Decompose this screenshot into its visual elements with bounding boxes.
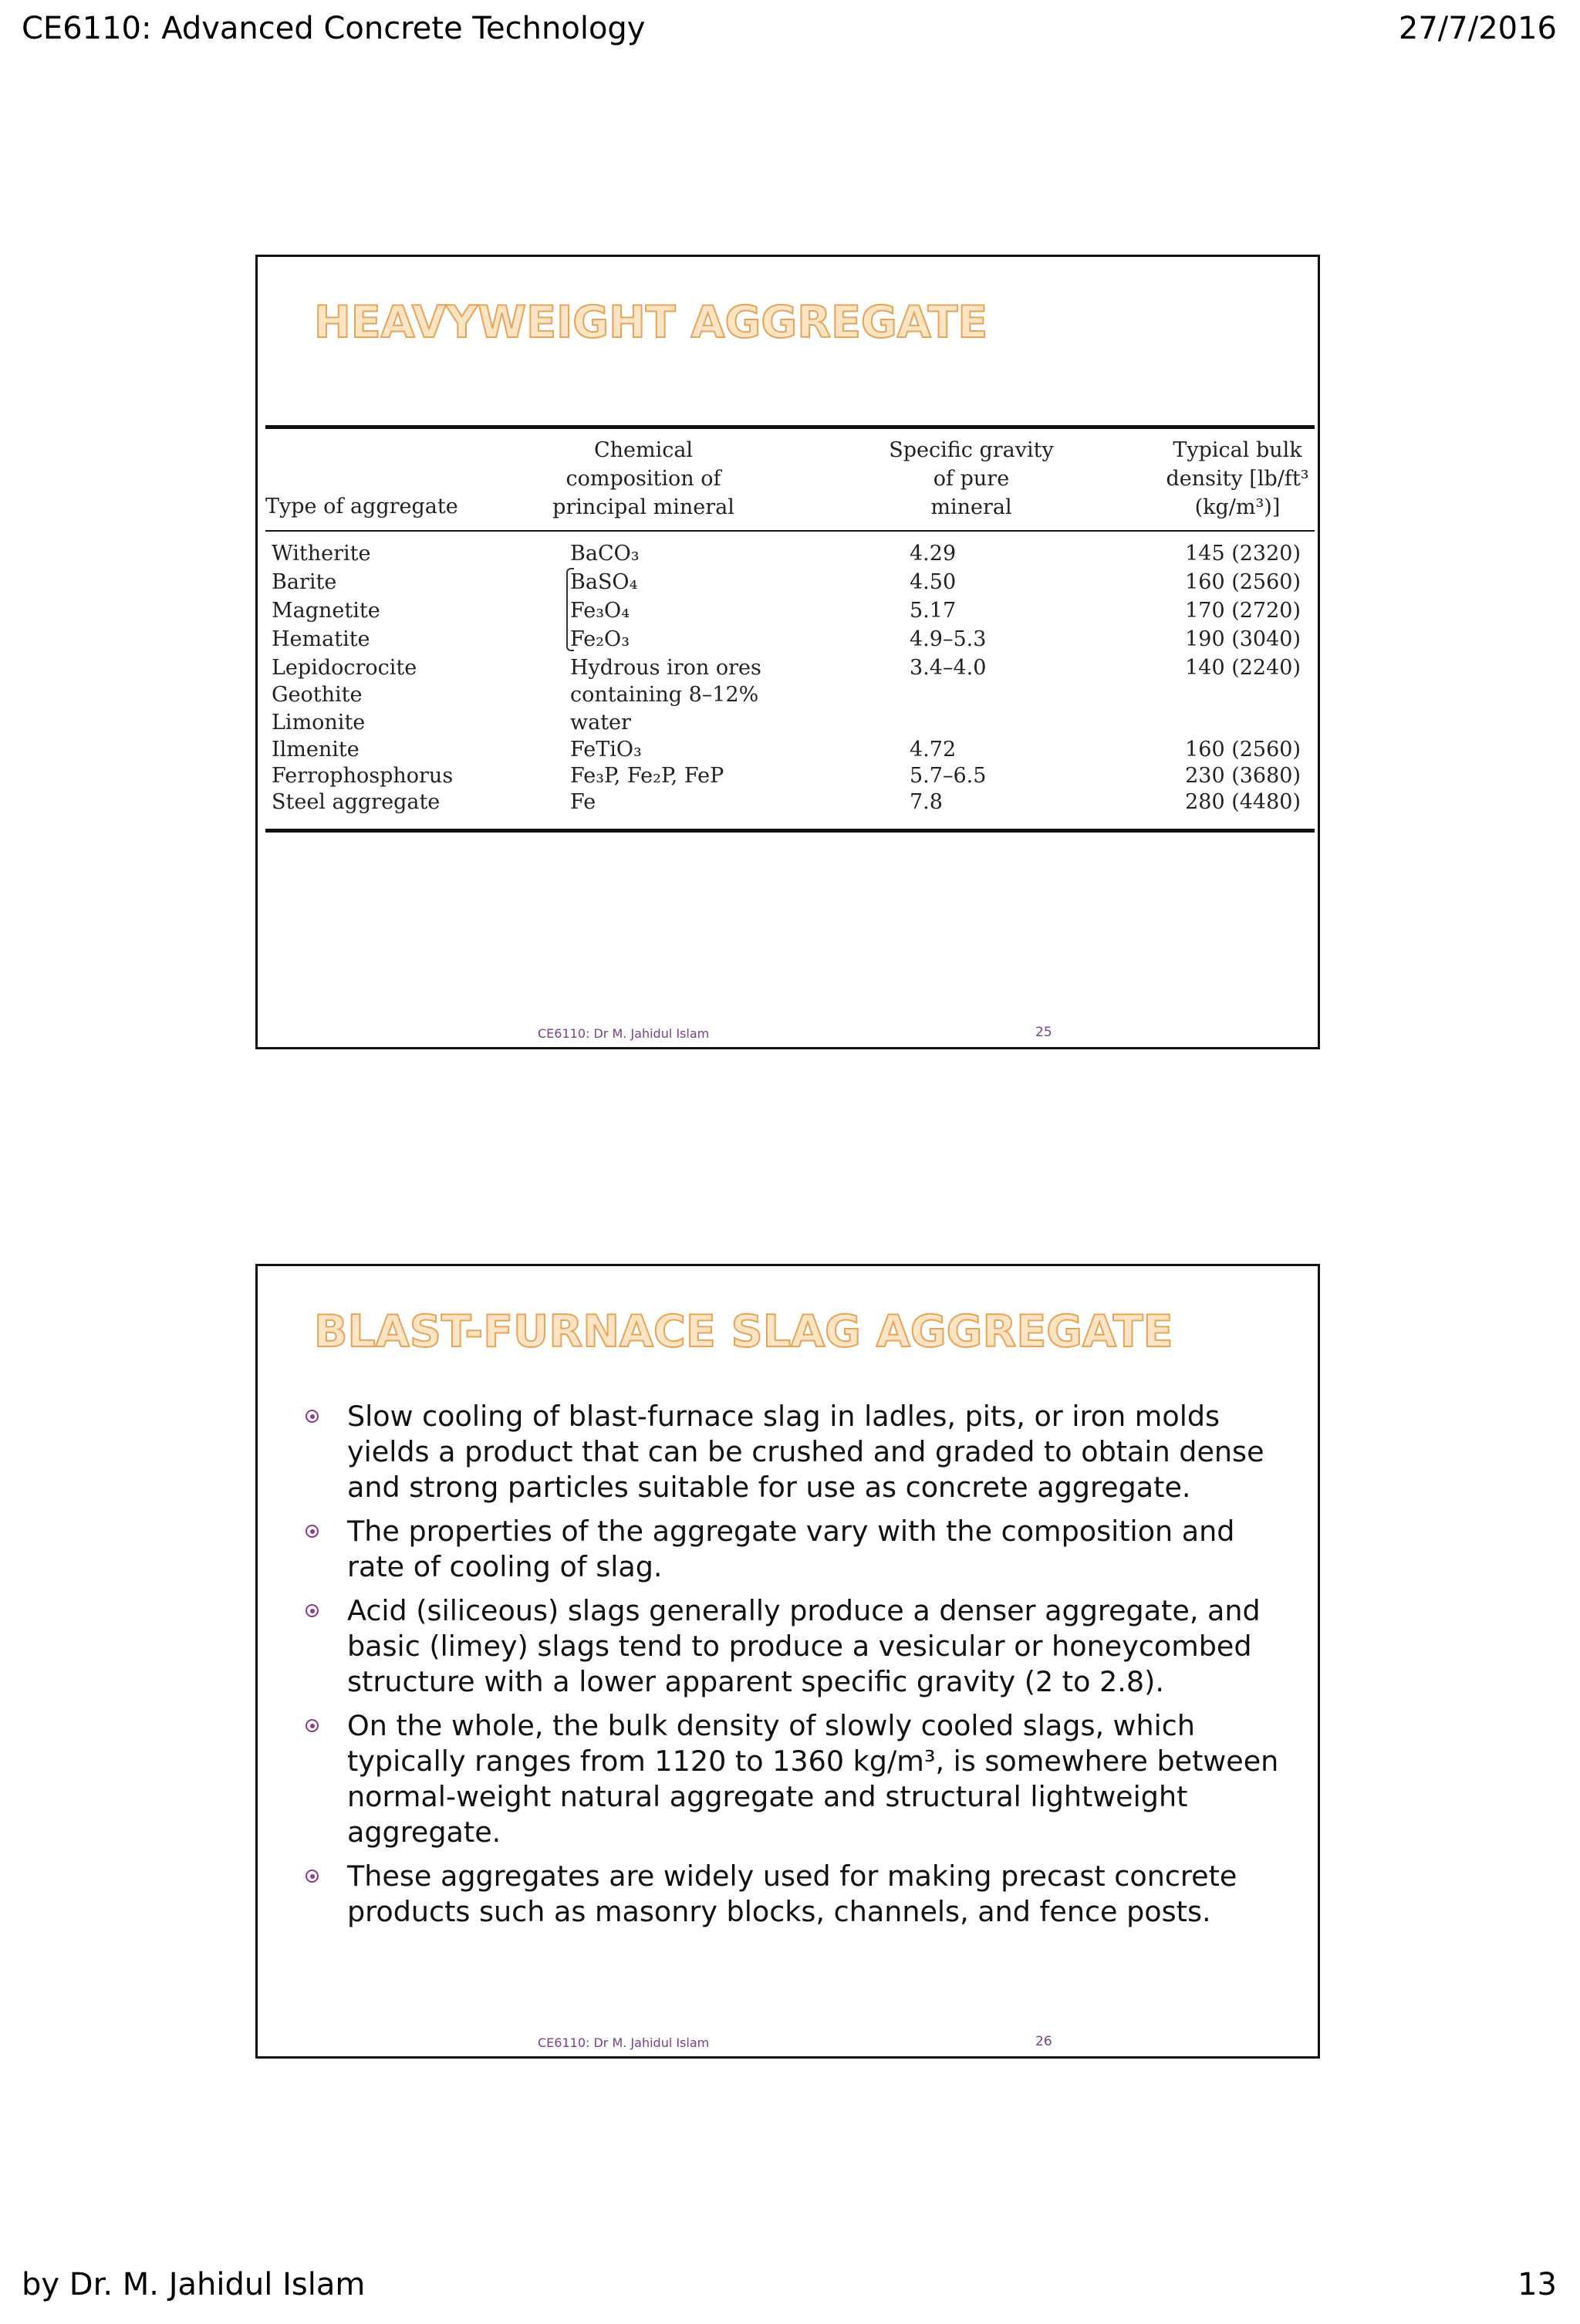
list-item (306, 1708, 1301, 1850)
slide-number: 25 (1035, 1025, 1052, 1040)
table-top-rule (265, 425, 1315, 429)
cell-composition: water (570, 711, 631, 735)
bullet-list (306, 1399, 1301, 1938)
cell-gravity: 5.7–6.5 (910, 764, 987, 788)
document-author: by Dr. M. Jahidul Islam (22, 2267, 366, 2302)
course-title: CE6110: Advanced Concrete Technology (22, 11, 646, 46)
cell-density: 170 (2720) (1185, 599, 1301, 623)
cell-density: 280 (4480) (1185, 790, 1301, 814)
cell-type: Barite (272, 570, 337, 594)
circled-dot-bullet-icon (306, 1870, 319, 1883)
table-row (265, 708, 1315, 737)
cell-density: 145 (2320) (1185, 542, 1301, 566)
cell-composition: Fe₂O₃ (570, 627, 630, 651)
slide-blast-furnace-slag (255, 1264, 1320, 2059)
cell-gravity: 4.9–5.3 (910, 627, 987, 651)
cell-composition: BaCO₃ (570, 542, 640, 566)
slide-heavyweight-aggregate (255, 255, 1320, 1049)
slide-title: HEAVYWEIGHT AGGREGATE (314, 297, 988, 348)
cell-type: Ilmenite (272, 738, 360, 762)
slide-footer-author: CE6110: Dr M. Jahidul Islam (538, 1026, 710, 1041)
table-row (265, 654, 1315, 682)
header-type-of-aggregate: Type of aggregate (265, 495, 458, 519)
table-row (265, 539, 1315, 568)
cell-type: Hematite (272, 627, 370, 651)
cell-composition: BaSO₄ (570, 570, 638, 594)
table-bottom-rule (265, 829, 1315, 833)
page-number: 13 (1518, 2267, 1557, 2302)
cell-density: 190 (3040) (1185, 627, 1301, 651)
cell-type: Geothite (272, 683, 363, 707)
cell-type: Ferrophosphorus (272, 764, 454, 788)
hydrous-ores-brace (566, 568, 574, 651)
cell-gravity: 5.17 (910, 599, 957, 623)
circled-dot-bullet-icon (306, 1719, 319, 1732)
list-item (306, 1859, 1301, 1930)
bullet-text: Slow cooling of blast-furnace slag in ladles, pits, or iron molds yields a product that can be crushed and graded to obtain dense and strong particles suitable for use as concrete aggregate. (347, 1400, 1264, 1504)
cell-type: Lepidocrocite (272, 656, 417, 680)
table-header-rule (265, 530, 1315, 532)
table-row (265, 737, 1315, 763)
cell-type: Limonite (272, 711, 366, 735)
circled-dot-bullet-icon (306, 1410, 319, 1423)
cell-composition: Fe (570, 790, 596, 814)
cell-type: Steel aggregate (272, 790, 441, 814)
bullet-text: The properties of the aggregate vary with the composition and rate of cooling of slag. (347, 1515, 1235, 1583)
list-item (306, 1399, 1301, 1505)
cell-density: 160 (2560) (1185, 738, 1301, 762)
cell-gravity: 7.8 (910, 790, 943, 814)
cell-type: Witherite (272, 542, 371, 566)
table-row (265, 625, 1315, 654)
cell-composition: containing 8–12% (570, 683, 759, 707)
list-item (306, 1514, 1301, 1585)
table-row (265, 763, 1315, 789)
cell-type: Magnetite (272, 599, 380, 623)
document-date: 27/7/2016 (1398, 11, 1557, 46)
slide-number: 26 (1035, 2034, 1052, 2049)
cell-density: 160 (2560) (1185, 570, 1301, 594)
bullet-text: On the whole, the bulk density of slowly cooled slags, which typically ranges from 1120 to 1360 kg/m³, is somewhere between normal-weight natural aggregate and structural lightweight aggregate. (347, 1709, 1279, 1849)
cell-gravity: 4.29 (910, 542, 957, 566)
table-row (265, 596, 1315, 625)
table-row (265, 568, 1315, 596)
table-row (265, 789, 1315, 816)
circled-dot-bullet-icon (306, 1604, 319, 1617)
cell-composition: Fe₃O₄ (570, 599, 630, 623)
cell-composition: Fe₃P, Fe₂P, FeP (570, 764, 724, 788)
header-chemical-composition: Chemical composition of principal mineral (552, 438, 734, 519)
cell-composition: FeTiO₃ (570, 738, 642, 762)
table-row (265, 682, 1315, 708)
bullet-text: These aggregates are widely used for making precast concrete products such as masonry blocks, channels, and fence posts. (347, 1860, 1237, 1928)
circled-dot-bullet-icon (306, 1525, 319, 1538)
header-typical-bulk-density: Typical bulk density [lb/ft³ (kg/m³)] (1166, 438, 1309, 519)
cell-gravity: 4.50 (910, 570, 957, 594)
slide-title: BLAST-FURNACE SLAG AGGREGATE (314, 1306, 1173, 1357)
cell-density: 140 (2240) (1185, 656, 1301, 680)
cell-gravity: 3.4–4.0 (910, 656, 987, 680)
table-body (265, 539, 1315, 816)
list-item (306, 1593, 1301, 1700)
slide-footer-author: CE6110: Dr M. Jahidul Islam (538, 2035, 710, 2050)
cell-gravity: 4.72 (910, 738, 957, 762)
bullet-text: Acid (siliceous) slags generally produce a denser aggregate, and basic (limey) slags tend to produce a vesicular or honeycombed structure with a lower apparent specific gravity (2 to 2.8). (347, 1594, 1261, 1698)
cell-density: 230 (3680) (1185, 764, 1301, 788)
cell-composition: Hydrous iron ores (570, 656, 761, 680)
header-specific-gravity: Specific gravity of pure mineral (889, 438, 1054, 519)
